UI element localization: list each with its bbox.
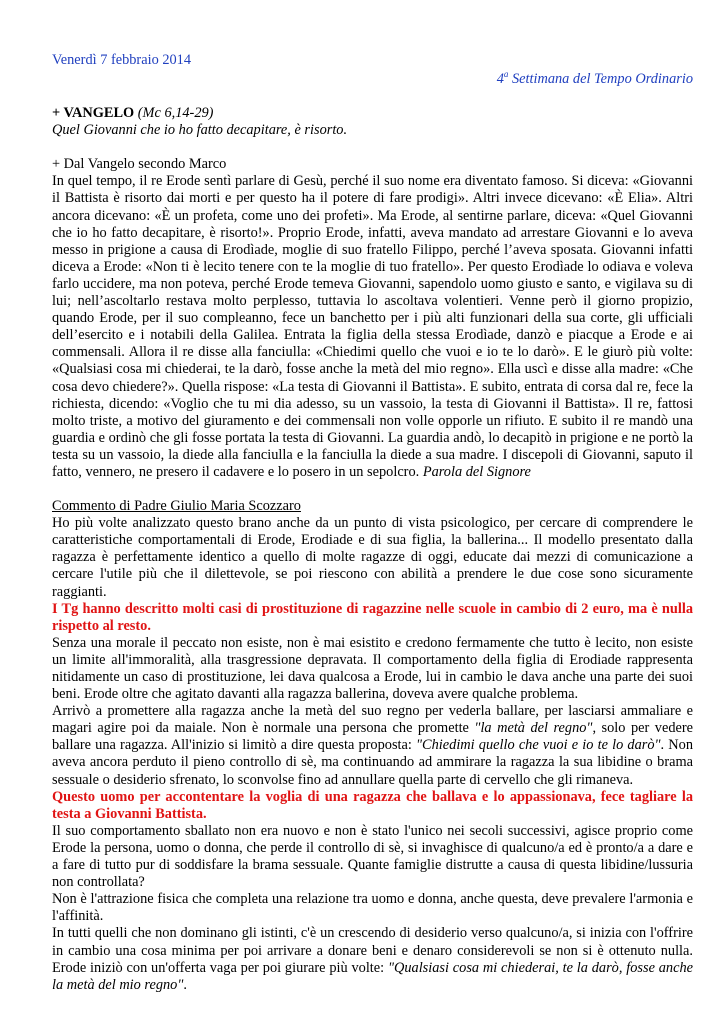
week-number: 4 bbox=[496, 71, 504, 87]
week-text: Settimana del Tempo Ordinario bbox=[508, 71, 693, 87]
spacer bbox=[52, 139, 693, 156]
week-superscript: a bbox=[503, 69, 509, 80]
p3-quote-1: "la metà del regno" bbox=[474, 720, 593, 737]
p6-text-a: In tutti quelli che non dominano gli istinti, c'è un crescendo di desiderio verso qualcuno/a, si inizia con l'offrire in cambio una cosa minima per poi arrivare a donare beni e denaro considerevoli se non si è ottenuto nulla. Erode iniziò con un'offerta vaga per poi giurare più volte: bbox=[52, 925, 693, 976]
p3-text-b: , solo per vedere ballare una ragazza. All'inizio si limitò a dire questa proposta: bbox=[52, 720, 693, 754]
gospel-body: In quel tempo, il re Erode sentì parlare di Gesù, perché il suo nome era diventato famoso. Si diceva: «Giovanni il Battista è risorto dai morti e per questo ha il potere di fare prodigi». Altri invece dicevano: «È Elia». Altri ancora dicevano: «È un profeta, come uno dei profeti». Ma Erode, al sentirne parlare, diceva: «Quel Giovanni che io ho fatto decapitare, è risorto!». Proprio Erode, infatti, aveva mandato ad arrestare Giovanni e lo aveva messo in prigione a causa di Erodìade, moglie di suo fratello Filippo, perché l’aveva sposata. Giovanni infatti diceva a Erode: «Non ti è lecito tenere con te la moglie di tuo fratello». Per questo Erodìade lo odiava e voleva farlo uccidere, ma non poteva, perché Erode temeva Giovanni, sapendolo uomo giusto e santo, e vigilava su di lui; nell’ascoltarlo restava molto perplesso, tuttavia lo ascoltava volentieri. Venne però il giorno propizio, quando Erode, per il suo compleanno, fece un banchetto per i più alti funzionari della sua corte, gli ufficiali dell’esercito e i notabili della Galilea. Entrata la figlia della stessa Erodìade, danzò e piacque a Erode e ai commensali. Allora il re disse alla fanciulla: «Chiedimi quello che vuoi e io te lo darò». E le giurò più volte: «Qualsiasi cosa mi chiederai, te la darò, fosse anche la metà del mio regno». Ella uscì e disse alla madre: «Che cosa devo chiedere?». Quella rispose: «La testa di Giovanni il Battista». E subito, entrata di corsa dal re, fece la richiesta, dicendo: «Voglio che tu mi dia adesso, su un vassoio, la testa di Giovanni il Battista». Il re, fattosi molto triste, a motivo del giuramento e dei commensali non volle opporle un rifiuto. E subito il re mandò una guardia e ordinò che gli fosse portata la testa di Giovanni. La guardia andò, lo decapitò in prigione e ne portò la testa su un vassoio, la diede alla fanciulla e la fanciulla la diede a sua madre. I discepoli di Giovanni, saputo il fatto, vennero, ne presero il cadavere e lo posero in un sepolcro. bbox=[52, 173, 693, 480]
commentary-highlight-1: I Tg hanno descritto molti casi di prostituzione di ragazzine nelle scuole in cambio di 2 euro, ma è nulla rispetto al resto. bbox=[52, 600, 693, 634]
p3-text-a: Arrivò a promettere alla ragazza anche la metà del suo regno per vederla ballare, per lasciarsi ammaliare e magari agire poi da maiale. Non è normale una persona che promette bbox=[52, 703, 693, 737]
document-page bbox=[52, 52, 693, 994]
gospel-subtitle: Quel Giovanni che io ho fatto decapitare, è risorto. bbox=[52, 122, 348, 139]
p6-quote: "Qualsiasi cosa mi chiederai, te la darò, fosse anche la metà del mio regno" bbox=[52, 959, 693, 993]
commentary-paragraph-4: Il suo comportamento sballato non era nuovo e non è stato l'unico nei secoli successivi, agisce proprio come Erode la persona, uomo o donna, che perde il controllo di sè, si invaghisce di qualcuno/a ed è pronto/a a dare e a fare di tutto pur di soddisfare la brama sessuale. Quante famiglie distrutte a causa di questa libidine/lussuria non controllata? bbox=[52, 822, 693, 891]
p6-text-b: . bbox=[183, 976, 187, 993]
liturgical-week bbox=[52, 71, 693, 88]
commentary-highlight-2: Questo uomo per accontentare la voglia di una ragazza che ballava e lo appassionava, fece tagliare la testa a Giovanni Battista. bbox=[52, 788, 693, 822]
date-line: Venerdì 7 febbraio 2014 bbox=[52, 52, 192, 68]
p3-text-c: . Non aveva ancora perduto il pieno controllo di sè, ma continuando ad ammirare la ragazza la sua libidine o brama sessuale o desiderio sfrenato, lo sconvolse fino ad annullare quella parte di cervello che gli rimaneva. bbox=[52, 737, 693, 788]
commentary-paragraph-3 bbox=[52, 703, 693, 788]
gospel-title-line bbox=[52, 105, 693, 122]
commentary-paragraph-5: Non è l'attrazione fisica che completa una relazione tra uomo e donna, anche questa, deve prevalere l'armonia e l'affinità. bbox=[52, 891, 693, 925]
commentary-paragraph-2: Senza una morale il peccato non esiste, non è mai esistito e credono fermamente che tutto è lecito, non esiste un limite all'immoralità, alla trasgressione depravata. Il comportamento della figlia di Erodiade rappresenta nitidamente un caso di prostituzione, lei dava qualcosa a Erode, lui in cambio le dava anche una parte dei suoi beni. Erode oltre che agitato davanti alla ragazza ballerina, doveva avere qualche problema. bbox=[52, 634, 693, 703]
gospel-closing: Parola del Signore bbox=[422, 463, 531, 480]
spacer bbox=[52, 481, 693, 498]
commentary-paragraph-6 bbox=[52, 925, 693, 993]
gospel-reference: (Mc 6,14-29) bbox=[134, 105, 214, 122]
gospel-heading bbox=[52, 105, 693, 139]
gospel-text bbox=[52, 173, 693, 481]
gospel-intro: + Dal Vangelo secondo Marco bbox=[52, 156, 227, 173]
commentary-heading: Commento di Padre Giulio Maria Scozzaro bbox=[52, 498, 301, 515]
commentary-paragraph-1: Ho più volte analizzato questo brano anche da un punto di vista psicologico, per cercare di comprendere le caratteristiche comportamentali di Erode, Erodiade e di sua figlia, la ballerina... Il modello presentato dalla ragazza è perfettamente identico a quello di molte ragazze di oggi, educate dai mezzi di comunicazione a cercare l'utile più che il dilettevole, se poi riescono con abilità a prendere le due cose sono sicuramente raggianti. bbox=[52, 515, 693, 600]
p3-quote-2: "Chiedimi quello che vuoi e io te lo darò" bbox=[416, 737, 661, 754]
gospel-title: + VANGELO bbox=[52, 105, 135, 122]
